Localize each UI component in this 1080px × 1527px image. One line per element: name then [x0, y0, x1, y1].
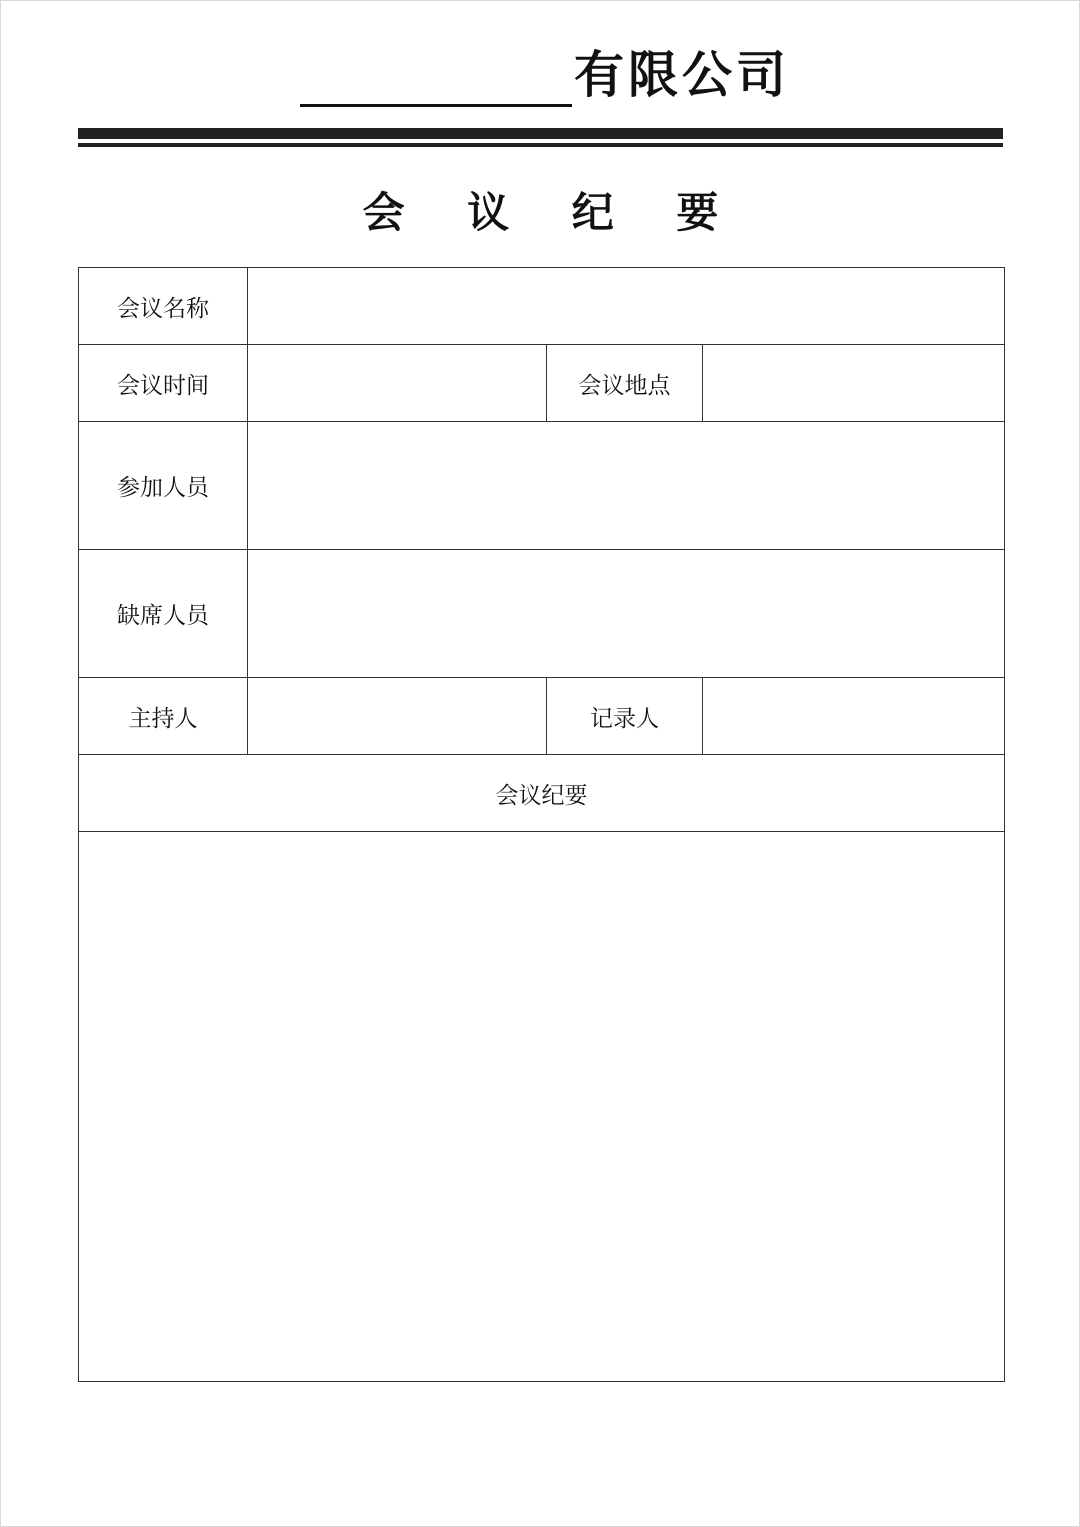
minutes-content-field[interactable]: [79, 832, 1005, 1382]
host-recorder-row: [79, 678, 1005, 755]
header-rule-thin: [78, 143, 1003, 147]
meeting-name-row: [79, 268, 1005, 345]
host-label: 主持人: [79, 678, 248, 755]
attendees-label: 参加人员: [79, 422, 248, 550]
meeting-place-field[interactable]: [703, 345, 1005, 422]
host-field[interactable]: [248, 678, 547, 755]
company-suffix: 有限公司: [574, 46, 790, 104]
absentees-label: 缺席人员: [79, 550, 248, 678]
meeting-name-label: 会议名称: [79, 268, 248, 345]
absentees-row: [79, 550, 1005, 678]
recorder-label: 记录人: [547, 678, 703, 755]
header-rule-thick: [78, 128, 1003, 139]
meeting-time-place-row: [79, 345, 1005, 422]
meeting-place-label: 会议地点: [547, 345, 703, 422]
document-title: 会 议 纪 要: [362, 188, 743, 237]
meeting-time-field[interactable]: [248, 345, 547, 422]
minutes-section-label: 会议纪要: [79, 755, 1005, 832]
absentees-field[interactable]: [248, 550, 1005, 678]
attendees-row: [79, 422, 1005, 550]
company-name-blank-line[interactable]: [300, 104, 572, 107]
recorder-field[interactable]: [703, 678, 1005, 755]
meeting-name-field[interactable]: [248, 268, 1005, 345]
minutes-header-row: [79, 755, 1005, 832]
meeting-time-label: 会议时间: [79, 345, 248, 422]
minutes-body-row: [79, 832, 1005, 1382]
company-header: [300, 40, 820, 110]
meeting-minutes-form: [78, 267, 1005, 1382]
attendees-field[interactable]: [248, 422, 1005, 550]
